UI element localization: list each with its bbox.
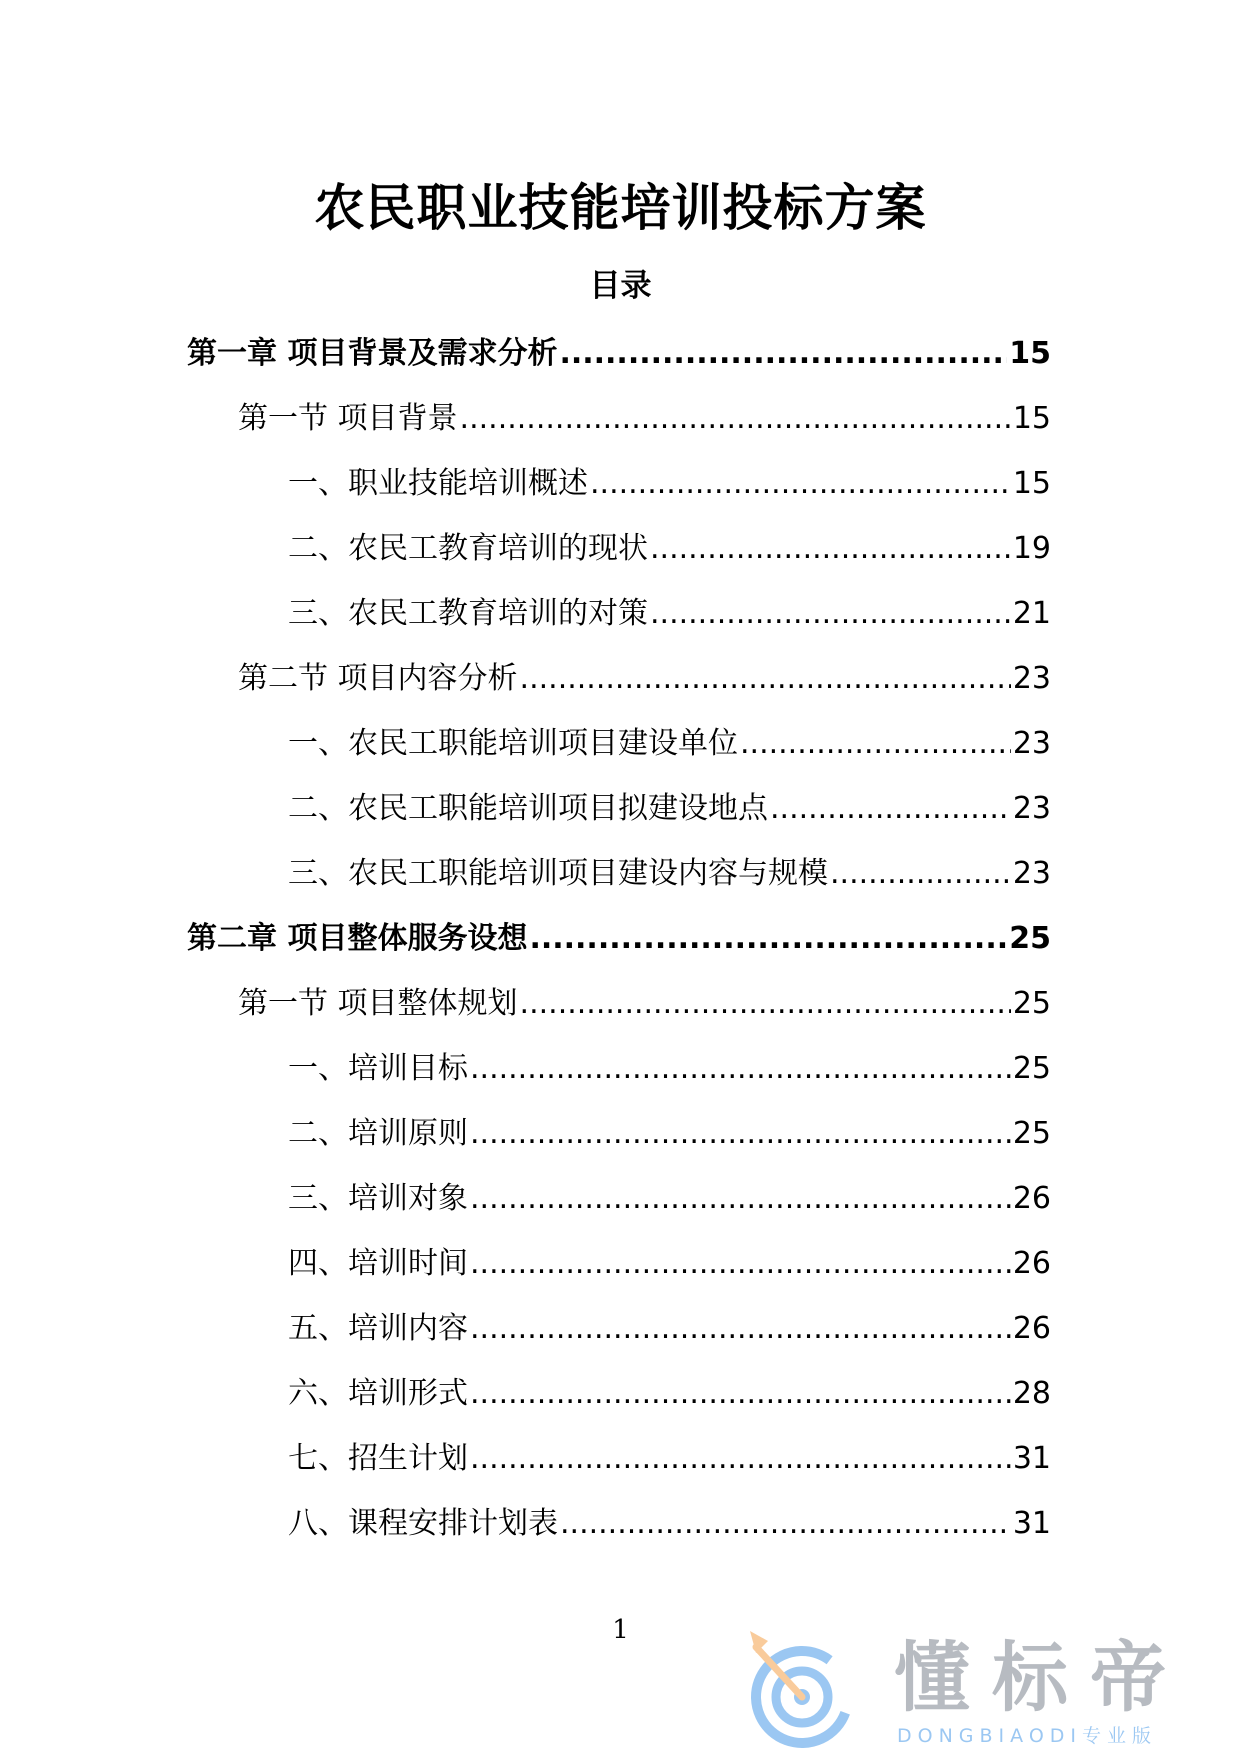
toc-subsection[interactable] (0, 724, 1241, 789)
toc-entry-page: 28 (1012, 1376, 1051, 1411)
toc-dot-leader (560, 1504, 1011, 1544)
toc-entry-page: 26 (1012, 1181, 1051, 1216)
toc-section[interactable] (0, 984, 1241, 1049)
toc-dot-leader (650, 594, 1011, 634)
table-of-contents (0, 334, 1241, 1569)
toc-subsection[interactable] (0, 789, 1241, 854)
toc-subsection[interactable] (0, 529, 1241, 594)
document-title: 农民职业技能培训投标方案 (314, 179, 927, 237)
toc-subsection[interactable] (0, 1114, 1241, 1179)
toc-entry-page: 21 (1012, 596, 1051, 631)
toc-section[interactable] (0, 659, 1241, 724)
toc-dot-leader (830, 854, 1011, 894)
toc-entry-label: 三、农民工教育培训的对策 (288, 596, 648, 631)
toc-dot-leader (470, 1309, 1011, 1349)
toc-entry-label: 六、培训形式 (288, 1376, 468, 1411)
watermark (742, 1625, 1212, 1750)
toc-entry-page: 26 (1012, 1246, 1051, 1281)
toc-entry-label: 二、农民工教育培训的现状 (288, 531, 648, 566)
toc-dot-leader (590, 464, 1011, 504)
toc-entry-label: 第一章 项目背景及需求分析 (187, 336, 558, 371)
toc-subsection[interactable] (0, 594, 1241, 659)
toc-entry-page: 15 (1009, 336, 1051, 371)
toc-entry-page: 26 (1012, 1311, 1051, 1346)
toc-entry-page: 25 (1009, 921, 1051, 956)
toc-entry-label: 八、课程安排计划表 (288, 1506, 558, 1541)
toc-entry-page: 25 (1012, 1051, 1051, 1086)
toc-entry-page: 15 (1012, 401, 1051, 436)
toc-entry-page: 19 (1012, 531, 1051, 566)
toc-dot-leader (650, 529, 1011, 569)
toc-subsection[interactable] (0, 464, 1241, 529)
toc-dot-leader (470, 1114, 1011, 1154)
toc-subsection[interactable] (0, 1504, 1241, 1569)
toc-entry-label: 二、培训原则 (288, 1116, 468, 1151)
toc-entry-label: 四、培训时间 (288, 1246, 468, 1281)
page-number: 1 (612, 1615, 629, 1645)
watermark-subtitle: DONGBIAODI专业版 (897, 1725, 1158, 1747)
toc-dot-leader (740, 724, 1011, 764)
toc-dot-leader (470, 1439, 1011, 1479)
toc-entry-page: 25 (1012, 986, 1051, 1021)
toc-subsection[interactable] (0, 1049, 1241, 1114)
toc-dot-leader (559, 334, 1007, 374)
toc-entry-page: 31 (1012, 1506, 1051, 1541)
toc-subsection[interactable] (0, 1309, 1241, 1374)
toc-dot-leader (470, 1374, 1011, 1414)
toc-subsection[interactable] (0, 1439, 1241, 1504)
toc-entry-page: 23 (1012, 726, 1051, 761)
toc-chapter[interactable] (0, 919, 1241, 984)
toc-subsection[interactable] (0, 1374, 1241, 1439)
toc-entry-page: 23 (1012, 856, 1051, 891)
toc-entry-label: 一、培训目标 (288, 1051, 468, 1086)
toc-entry-page: 25 (1012, 1116, 1051, 1151)
toc-entry-label: 一、职业技能培训概述 (288, 466, 588, 501)
toc-entry-label: 第一节 项目整体规划 (238, 986, 518, 1021)
toc-entry-label: 三、农民工职能培训项目建设内容与规模 (288, 856, 828, 891)
toc-entry-page: 31 (1012, 1441, 1051, 1476)
toc-entry-label: 第二节 项目内容分析 (238, 661, 518, 696)
toc-entry-page: 23 (1012, 791, 1051, 826)
toc-entry-page: 23 (1012, 661, 1051, 696)
toc-entry-page: 15 (1012, 466, 1051, 501)
toc-entry-label: 第一节 项目背景 (238, 401, 458, 436)
watermark-brand-name: 懂标帝 (894, 1633, 1188, 1722)
toc-dot-leader (770, 789, 1011, 829)
target-arrow-icon (742, 1625, 867, 1750)
toc-heading: 目录 (589, 268, 652, 304)
toc-section[interactable] (0, 399, 1241, 464)
toc-entry-label: 一、农民工职能培训项目建设单位 (288, 726, 738, 761)
toc-dot-leader (470, 1049, 1011, 1089)
toc-dot-leader (470, 1179, 1011, 1219)
toc-dot-leader (529, 919, 1007, 959)
toc-dot-leader (460, 399, 1011, 439)
toc-dot-leader (520, 659, 1011, 699)
toc-dot-leader (470, 1244, 1011, 1284)
toc-chapter[interactable] (0, 334, 1241, 399)
toc-dot-leader (520, 984, 1011, 1024)
toc-entry-label: 第二章 项目整体服务设想 (187, 921, 528, 956)
toc-subsection[interactable] (0, 854, 1241, 919)
toc-entry-label: 二、农民工职能培训项目拟建设地点 (288, 791, 768, 826)
toc-subsection[interactable] (0, 1179, 1241, 1244)
toc-entry-label: 三、培训对象 (288, 1181, 468, 1216)
toc-entry-label: 五、培训内容 (288, 1311, 468, 1346)
toc-subsection[interactable] (0, 1244, 1241, 1309)
toc-entry-label: 七、招生计划 (288, 1441, 468, 1476)
